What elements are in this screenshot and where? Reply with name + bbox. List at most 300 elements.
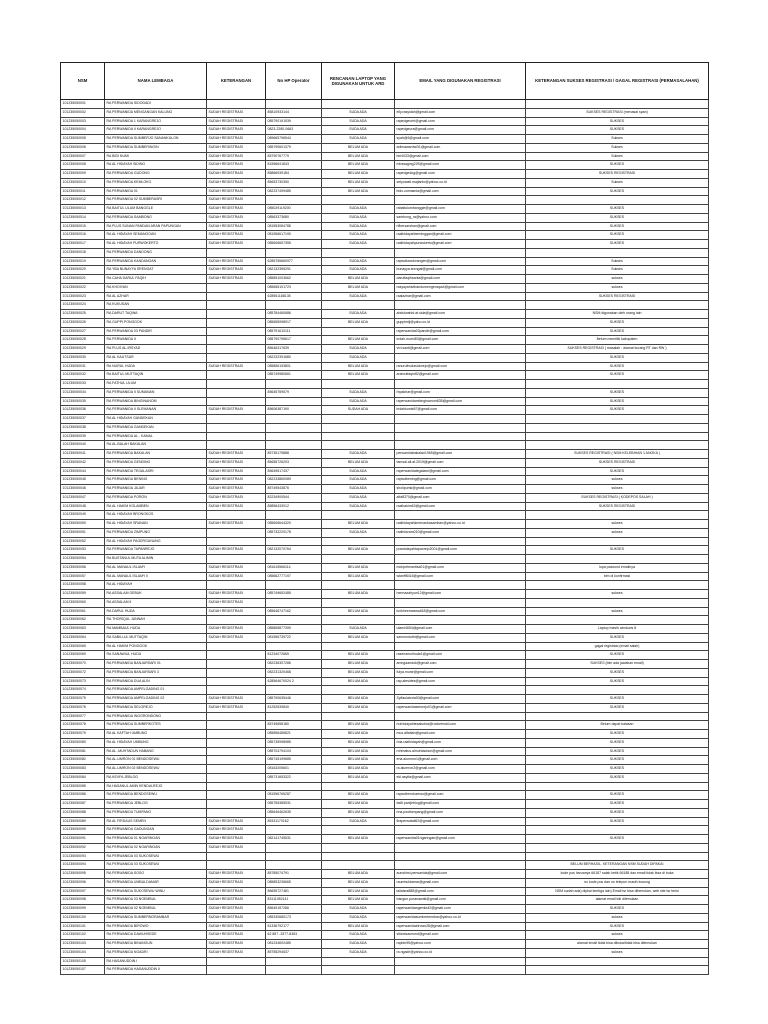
nama-lembaga-cell: RA BUSTANUL MUTA ALIMIN	[105, 555, 207, 564]
keterangan-cell: SUDAH REGISTRASI	[207, 450, 266, 459]
nama-lembaga-cell: RA PERWANIDA SUMBERJO SANANKULON	[105, 135, 207, 144]
keterangan-cell: SUDAH REGISTRASI	[207, 143, 266, 152]
status-cell	[526, 957, 709, 966]
table-row	[61, 248, 709, 257]
keterangan-cell: SUDAH REGISTRASI	[207, 563, 266, 572]
status-cell: SUKSES	[526, 791, 709, 800]
laptop-cell: BELUM ADA	[322, 791, 395, 800]
keterangan-cell	[207, 808, 266, 817]
email-cell: rifbersarshan@gmail.com	[395, 222, 526, 231]
laptop-cell: BELUM ADA	[322, 178, 395, 187]
nama-lembaga-cell: RA PERWANIDA SUKOSEWU WINU	[105, 887, 207, 896]
keterangan-cell	[207, 660, 266, 669]
status-cell: SUKSES	[526, 327, 709, 336]
status-cell	[526, 852, 709, 861]
no-hp-cell	[266, 966, 322, 975]
table-row	[61, 397, 709, 406]
laptop-cell	[322, 598, 395, 607]
laptop-cell: BELUM ADA	[322, 520, 395, 529]
status-cell	[526, 598, 709, 607]
header-keterangan: KETERANGAN	[207, 63, 266, 100]
nama-lembaga-cell: RA AL MANAUL ISLAMY	[105, 563, 207, 572]
keterangan-cell	[207, 432, 266, 441]
laptop-cell	[322, 555, 395, 564]
email-cell: wtanff8416@gmail.com	[395, 572, 526, 581]
table-row	[61, 913, 709, 922]
no-hp-cell	[266, 957, 322, 966]
nsm-cell: 101235050019	[61, 257, 105, 266]
header-nama-lembaga: NAMA LEMBAGA	[105, 63, 207, 100]
nama-lembaga-cell: RA AL HIDAYAH PURWOKERTO	[105, 240, 207, 249]
nama-lembaga-cell: RA FATHUL ULUM	[105, 380, 207, 389]
email-cell: rida.raalhidayah@gmail.com	[395, 738, 526, 747]
nama-lembaga-cell: RA THORIQUL JANNAH	[105, 616, 207, 625]
no-hp-cell: 81234072665	[266, 651, 322, 660]
nama-lembaga-cell: RA PERWANIDA GANDEKAN	[105, 423, 207, 432]
no-hp-cell: 08163205601	[266, 765, 322, 774]
status-cell: SUKSES	[526, 922, 709, 931]
nsm-cell: 101235050063	[61, 625, 105, 634]
nama-lembaga-cell: RA AL-UMRON 01 BENDOSEWU	[105, 756, 207, 765]
laptop-cell	[322, 966, 395, 975]
nama-lembaga-cell: RA PERWANIDA 02 NGARINGAN	[105, 843, 207, 852]
keterangan-cell	[207, 782, 266, 791]
no-hp-cell	[266, 861, 322, 870]
email-cell: raalhidayahbeminggan@gmail.com	[395, 231, 526, 240]
no-hp-cell: 628561188135	[266, 292, 322, 301]
no-hp-cell	[266, 843, 322, 852]
nama-lembaga-cell: RA PERWANIDA 03 PANDIR	[105, 327, 207, 336]
keterangan-cell	[207, 283, 266, 292]
nsm-cell: 101235050025	[61, 310, 105, 319]
status-cell: SUKSES	[526, 397, 709, 406]
nama-lembaga-cell: RA AL HIDAYAH PAGERGUNUNG	[105, 537, 207, 546]
status-cell: Sukses	[526, 135, 709, 144]
table-row	[61, 345, 709, 354]
header-keterangan-sukses: KETERANGAN SUKSES REGISTRASI / GAGAL REGISTRASI (PERMASALAHAN)	[526, 63, 709, 100]
no-hp-cell: 085790191539	[266, 117, 322, 126]
nsm-cell: 101235050104	[61, 948, 105, 957]
no-hp-cell: 081556765287	[266, 791, 322, 800]
laptop-cell: SUDA ADA	[322, 126, 395, 135]
email-cell: rasyayahsebandumengenapa4@gmail.com	[395, 283, 526, 292]
table-row	[61, 887, 709, 896]
keterangan-cell: SUDAH REGISTRASI	[207, 703, 266, 712]
nsm-cell: 101235050072	[61, 668, 105, 677]
status-cell: no kode pos dan no telepon masih kosong	[526, 878, 709, 887]
laptop-cell: BELUM ADA	[322, 143, 395, 152]
email-cell: aunshirsi.perwanida@gmail.com	[395, 870, 526, 879]
table-row	[61, 450, 709, 459]
table-row	[61, 940, 709, 949]
no-hp-cell: 085790635446	[266, 695, 322, 704]
no-hp-cell: 081553084788	[266, 222, 322, 231]
email-cell: aramutfaqin82@gmail.com	[395, 371, 526, 380]
laptop-cell: BELUM ADA	[322, 546, 395, 555]
table-row	[61, 905, 709, 914]
keterangan-cell: SUDAH REGISTRASI	[207, 266, 266, 275]
status-cell: sukses	[526, 275, 709, 284]
table-row	[61, 808, 709, 817]
nama-lembaga-cell: RA AL HIDAYAH SEMANGGAN	[105, 231, 207, 240]
nsm-cell: 101235050039	[61, 432, 105, 441]
keterangan-cell: SUDAH REGISTRASI	[207, 913, 266, 922]
no-hp-cell	[266, 100, 322, 109]
keterangan-cell	[207, 555, 266, 564]
nama-lembaga-cell: RA PERWANIDA BENING	[105, 476, 207, 485]
keterangan-cell: SUDAH REGISTRASI	[207, 126, 266, 135]
no-hp-cell	[266, 415, 322, 424]
email-cell	[395, 642, 526, 651]
nama-lembaga-cell: RA PERWANIDA SUMBERNGRAMBAR	[105, 913, 207, 922]
nama-lembaga-cell: RA NURUL HUDA	[105, 362, 207, 371]
email-cell	[395, 432, 526, 441]
email-cell: amngaandub@gmail.com	[395, 660, 526, 669]
table-row	[61, 957, 709, 966]
nama-lembaga-cell: RA PERWANIDA JEBLOG	[105, 800, 207, 809]
email-cell: bido.zumasnia@gmail.com	[395, 187, 526, 196]
laptop-cell: BELUM ADA	[322, 275, 395, 284]
email-cell: raperwanidasumberkembar@yahoo.co.id	[395, 913, 526, 922]
laptop-cell: BELUM ADA	[322, 170, 395, 179]
keterangan-cell: SUDAH REGISTRASI	[207, 178, 266, 187]
status-cell: SUKSES	[526, 905, 709, 914]
email-cell	[395, 196, 526, 205]
keterangan-cell	[207, 642, 266, 651]
keterangan-cell: SUDAH REGISTRASI	[207, 520, 266, 529]
laptop-cell	[322, 327, 395, 336]
keterangan-cell	[207, 668, 266, 677]
email-cell: tamsal.ali.at.2019@gmail.com	[395, 458, 526, 467]
table-row	[61, 616, 709, 625]
nsm-cell: 101235050056	[61, 563, 105, 572]
no-hp-cell: 85785074791	[266, 870, 322, 879]
nama-lembaga-cell: RA AL HIDAYAH UMBUNG	[105, 738, 207, 747]
no-hp-cell: 85649157266	[266, 905, 322, 914]
nama-lembaga-cell: RA PERWANIDA II	[105, 336, 207, 345]
table-row	[61, 581, 709, 590]
keterangan-cell	[207, 301, 266, 310]
registration-table	[60, 62, 709, 975]
laptop-cell: SUDA ADA	[322, 388, 395, 397]
keterangan-cell: SUDAH REGISTRASI	[207, 607, 266, 616]
no-hp-cell: 082132355291	[266, 266, 322, 275]
nama-lembaga-cell: RA PERWANIDA AMPELGADING 02	[105, 695, 207, 704]
table-row	[61, 161, 709, 170]
nama-lembaga-cell: RA PERWANIDA GADUNGAN	[105, 826, 207, 835]
laptop-cell	[322, 712, 395, 721]
no-hp-cell: 085891003662	[266, 275, 322, 284]
status-cell	[526, 537, 709, 546]
keterangan-cell: SUDAH REGISTRASI	[207, 931, 266, 940]
nsm-cell: 101235050046	[61, 485, 105, 494]
status-cell: Sukses	[526, 266, 709, 275]
no-hp-cell	[266, 598, 322, 607]
nama-lembaga-cell: RA PERWANIDA TAPANREJO	[105, 546, 207, 555]
no-hp-cell: 85645759579	[266, 388, 322, 397]
nama-lembaga-cell: RA PERWANIDA MENGANGAN KALUNG	[105, 108, 207, 117]
nsm-cell: 101235050080	[61, 738, 105, 747]
nama-lembaga-cell: RA PERWANIDA 03 NGEMBUL	[105, 896, 207, 905]
nsm-cell: 101235050040	[61, 441, 105, 450]
status-cell: sukses	[526, 283, 709, 292]
status-cell: Sukses	[526, 257, 709, 266]
laptop-cell: SUDA ADA	[322, 213, 395, 222]
table-row	[61, 415, 709, 424]
no-hp-cell: 081234692485	[266, 940, 322, 949]
status-cell: sukses	[526, 607, 709, 616]
email-cell	[395, 843, 526, 852]
no-hp-cell: 085731653322	[266, 773, 322, 782]
no-hp-cell: 85866939184	[266, 170, 322, 179]
status-cell: SUKSES	[526, 800, 709, 809]
nama-lembaga-cell: RA PERWANIDA 01	[105, 187, 207, 196]
no-hp-cell: 85749658180	[266, 721, 322, 730]
laptop-cell: SUDA ADA	[322, 948, 395, 957]
nsm-cell: 101235050099	[61, 905, 105, 914]
no-hp-cell: 082232391680	[266, 353, 322, 362]
nsm-cell: 101235050083	[61, 765, 105, 774]
email-cell: lunkheemaswati18@gmail.com	[395, 607, 526, 616]
laptop-cell: SUDA ADA	[322, 231, 395, 240]
no-hp-cell	[266, 712, 322, 721]
email-cell: lailaisra888@gmail.com	[395, 887, 526, 896]
laptop-cell: BELUM ADA	[322, 878, 395, 887]
no-hp-cell: 085749980661	[266, 371, 322, 380]
nsm-cell: 101235050013	[61, 205, 105, 214]
nsm-cell: 101235050045	[61, 476, 105, 485]
nama-lembaga-cell: RA PERWANIDA GENDING	[105, 458, 207, 467]
table-row	[61, 721, 709, 730]
nama-lembaga-cell: RA AL HIDAYAH	[105, 581, 207, 590]
status-cell: SUKSES	[526, 205, 709, 214]
status-cell: SUKSES	[526, 808, 709, 817]
no-hp-cell	[266, 782, 322, 791]
laptop-cell: SUDA ADA	[322, 905, 395, 914]
status-cell: SUKSES	[526, 695, 709, 704]
nsm-cell: 101235050006	[61, 143, 105, 152]
email-cell: rapwdbendosewu@gmail.com	[395, 791, 526, 800]
table-row	[61, 730, 709, 739]
nsm-cell: 101235050082	[61, 756, 105, 765]
email-cell: raperwanidambinginanom835@gmail.com	[395, 397, 526, 406]
laptop-cell	[322, 852, 395, 861]
keterangan-cell	[207, 371, 266, 380]
table-row	[61, 677, 709, 686]
no-hp-cell: 082233860089	[266, 476, 322, 485]
nama-lembaga-cell: RA PERWANIDA TEGALASRI	[105, 467, 207, 476]
status-cell: sukses	[526, 948, 709, 957]
table-row	[61, 598, 709, 607]
keterangan-cell	[207, 800, 266, 809]
keterangan-cell: SUDAH REGISTRASI	[207, 948, 266, 957]
email-cell: indah.murni83@gmail.com	[395, 336, 526, 345]
status-cell	[526, 616, 709, 625]
nsm-cell: 101235050017	[61, 240, 105, 249]
keterangan-cell	[207, 537, 266, 546]
no-hp-cell: 81336792177	[266, 922, 322, 931]
laptop-cell: SUDA ADA	[322, 117, 395, 126]
nama-lembaga-cell: RA PERWANIDA BINANGUN	[105, 940, 207, 949]
table-row	[61, 458, 709, 467]
keterangan-cell: SUDAH REGISTRASI	[207, 878, 266, 887]
keterangan-cell: SUDAH REGISTRASI	[207, 572, 266, 581]
email-cell: raalhidayahkmenankasamban@yahoo.co.id	[395, 520, 526, 529]
nama-lembaga-cell: RA PERWANIDA SUMBERKOTES	[105, 721, 207, 730]
laptop-cell: SUDA ADA	[322, 310, 395, 319]
laptop-cell: BELUM ADA	[322, 336, 395, 345]
laptop-cell: SUDA ADA	[322, 205, 395, 214]
nama-lembaga-cell: RA PERWANIDA SAMBONG	[105, 213, 207, 222]
email-cell: poswidayahtapanrejo2001@gmail.com	[395, 546, 526, 555]
nsm-cell: 101235050024	[61, 301, 105, 310]
status-cell: SUKSES	[526, 222, 709, 231]
keterangan-cell	[207, 318, 266, 327]
nama-lembaga-cell: RA PERWANIDA AL - KAMAL	[105, 432, 207, 441]
nama-lembaga-cell: RA PERWANIDA GUDONG	[105, 170, 207, 179]
email-cell	[395, 598, 526, 607]
nsm-cell: 101235050094	[61, 861, 105, 870]
laptop-cell	[322, 581, 395, 590]
keterangan-cell	[207, 528, 266, 537]
nama-lembaga-cell: RA BAITUL ULUM BANGGLE	[105, 205, 207, 214]
no-hp-cell: 085856193801	[266, 362, 322, 371]
laptop-cell: BELUM ADA	[322, 773, 395, 782]
status-cell: alamat email tdk ditemukan	[526, 896, 709, 905]
laptop-cell: BELUM ADA	[322, 765, 395, 774]
table-row	[61, 108, 709, 117]
laptop-cell	[322, 537, 395, 546]
no-hp-cell: 085791610111	[266, 327, 322, 336]
keterangan-cell	[207, 686, 266, 695]
status-cell: SUKSES	[526, 756, 709, 765]
table-row	[61, 476, 709, 485]
nama-lembaga-cell: RA PERWANIDA II KARANGREJO	[105, 126, 207, 135]
nsm-cell: 101235050021	[61, 275, 105, 284]
status-cell: SUKSES	[526, 388, 709, 397]
table-row	[61, 738, 709, 747]
nsm-cell: 101235050035	[61, 397, 105, 406]
no-hp-cell	[266, 555, 322, 564]
keterangan-cell: SUDAH REGISTRASI	[207, 835, 266, 844]
nama-lembaga-cell: RA AL MANAUL ISLAMY II	[105, 572, 207, 581]
keterangan-cell	[207, 415, 266, 424]
laptop-cell: SUDA ADA	[322, 467, 395, 476]
keterangan-cell: SUDAH REGISTRASI	[207, 896, 266, 905]
keterangan-cell	[207, 292, 266, 301]
email-cell: elly.rasyidah@gmail.com	[395, 108, 526, 117]
keterangan-cell: SUDAH REGISTRASI	[207, 213, 266, 222]
laptop-cell: SUDA ADA	[322, 817, 395, 826]
no-hp-cell: 085029119200	[266, 205, 322, 214]
status-cell: SUKSES	[526, 765, 709, 774]
email-cell: nurhidayahtesakutna@rocketmail.com	[395, 721, 526, 730]
nsm-cell: 101235050049	[61, 511, 105, 520]
laptop-cell: SUDA ADA	[322, 135, 395, 144]
no-hp-cell: 085330680173	[266, 913, 322, 922]
table-row	[61, 712, 709, 721]
no-hp-cell	[266, 380, 322, 389]
nama-lembaga-cell: RA SABILLUL MUTTAQIN	[105, 633, 207, 642]
status-cell: Belum dapat balasan	[526, 721, 709, 730]
laptop-cell	[322, 423, 395, 432]
table-row	[61, 948, 709, 957]
table-row	[61, 633, 709, 642]
laptop-cell: BELUM ADA	[322, 721, 395, 730]
nsm-cell: 101235050095	[61, 870, 105, 879]
laptop-cell: BELUM ADA	[322, 922, 395, 931]
nsm-cell: 101235050077	[61, 712, 105, 721]
nsm-cell: 101235050107	[61, 966, 105, 975]
status-cell: SUKSES REGISTRASI (menasai span)	[526, 108, 709, 117]
no-hp-cell: 081556739722	[266, 633, 322, 642]
header-email: EMAIL YANG DIGUNAKAN REGISTRASI	[395, 63, 526, 100]
table-row	[61, 231, 709, 240]
laptop-cell: SUDA ADA	[322, 266, 395, 275]
keterangan-cell: SUDAH REGISTRASI	[207, 625, 266, 634]
email-cell: syah@6@gmail.com	[395, 135, 526, 144]
keterangan-cell	[207, 345, 266, 354]
nama-lembaga-cell: RA PERWANIDA BINGINANOM	[105, 397, 207, 406]
email-cell	[395, 861, 526, 870]
nama-lembaga-cell: RA PERWANIDA 03 SUKOSEWU	[105, 861, 207, 870]
nama-lembaga-cell: RA AL HIDAYAH BRONGKOS	[105, 511, 207, 520]
status-cell: SUKSES	[526, 161, 709, 170]
email-cell: mohpetmantisa01@gmail.com	[395, 563, 526, 572]
nsm-cell: 101235050029	[61, 345, 105, 354]
nama-lembaga-cell: RA DARUT TAQWA	[105, 310, 207, 319]
laptop-cell	[322, 100, 395, 109]
email-cell: raperwanidategalasri@gmail.com	[395, 467, 526, 476]
status-cell: SUKSES REGISTRASI	[526, 292, 709, 301]
table-row	[61, 240, 709, 249]
nsm-cell: 101235050078	[61, 721, 105, 730]
header-nsm: NSM	[61, 63, 105, 100]
keterangan-cell: SUDAH REGISTRASI	[207, 135, 266, 144]
status-cell: SUKSES	[526, 406, 709, 415]
laptop-cell	[322, 616, 395, 625]
email-cell: guppimiji@yaho.co.id	[395, 318, 526, 327]
no-hp-cell: 082141745531	[266, 835, 322, 844]
nama-lembaga-cell: RA AL -MUHTADUN HABANG	[105, 747, 207, 756]
laptop-cell	[322, 415, 395, 424]
nama-lembaga-cell: RA AL KAUTSAR	[105, 353, 207, 362]
email-cell	[395, 537, 526, 546]
keterangan-cell: SUDAH REGISTRASI	[207, 362, 266, 371]
email-cell: firaperwatali62@gmail.com	[395, 817, 526, 826]
status-cell: sukses	[526, 931, 709, 940]
laptop-cell: BELUM ADA	[322, 283, 395, 292]
nama-lembaga-cell: RA HASANUDDIN I	[105, 957, 207, 966]
no-hp-cell: 81252539840	[266, 703, 322, 712]
nsm-cell: 101235050085	[61, 782, 105, 791]
table-row	[61, 205, 709, 214]
table-row	[61, 283, 709, 292]
no-hp-cell	[266, 826, 322, 835]
status-cell: alamat email tidak bisa dibuka/tidak bisa ditemukan	[526, 940, 709, 949]
nsm-cell: 101235050023	[61, 292, 105, 301]
table-row	[61, 292, 709, 301]
email-cell	[395, 423, 526, 432]
keterangan-cell: SUDAH REGISTRASI	[207, 406, 266, 415]
email-cell: ena.alumron1@gmail.com	[395, 756, 526, 765]
laptop-cell: BELUM ADA	[322, 563, 395, 572]
laptop-cell: BELUM ADA	[322, 695, 395, 704]
table-row	[61, 423, 709, 432]
status-cell: SUKSES	[526, 747, 709, 756]
status-cell: SUKSES	[526, 213, 709, 222]
no-hp-cell: 85755294637	[266, 948, 322, 957]
